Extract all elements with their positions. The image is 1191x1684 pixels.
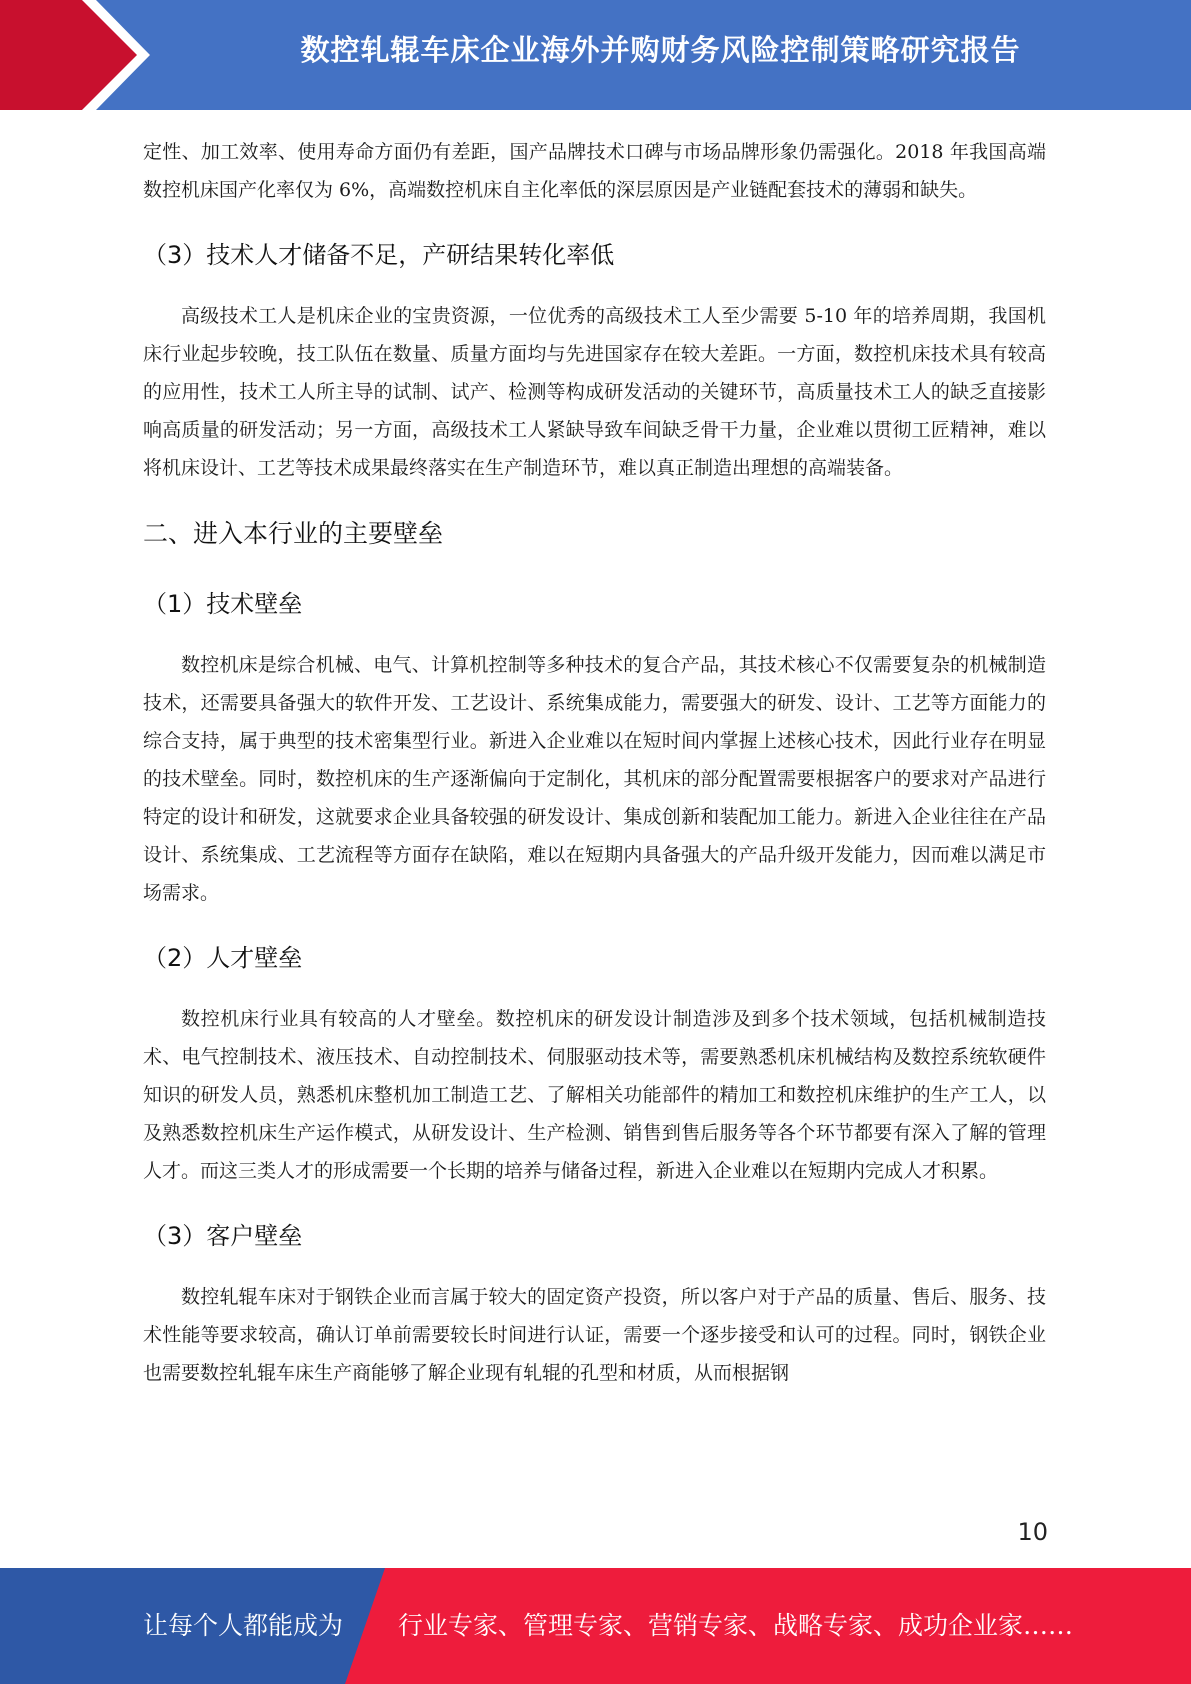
heading-talent-barrier: （2）人才壁垒 — [143, 944, 303, 972]
paragraph-talent-shortage: 高级技术工人是机床企业的宝贵资源，一位优秀的高级技术工人至少需要 5-10 年的培养周期，我国机床行业起步较晚，技工队伍在数量、质量方面均与先进国家存在较大差距。一方面，数控机床技术具有较高的应用性，技术工人所主导的试制、试产、检测等构成研发活动的关键环节，高质量技术工人的缺乏直接影响高质量的研发活动；另一方面，高级技术工人紧缺导致车间缺乏骨干力量，企业难以贯彻工匠精神，难以将机床设计、工艺等技术成果最终落实在生产制造环节，难以真正制造出理想的高端装备。 — [143, 305, 1046, 479]
heading-tech-barrier: （1）技术壁垒 — [143, 590, 303, 618]
section-heading-barriers: 二、进入本行业的主要壁垒 — [143, 519, 444, 548]
heading-customer-barrier: （3）客户壁垒 — [143, 1222, 303, 1250]
report-title: 数控轧辊车床企业海外并购财务风险控制策略研究报告 — [300, 33, 1021, 67]
paragraph-customer-barrier: 数控轧辊车床对于钢铁企业而言属于较大的固定资产投资，所以客户对于产品的质量、售后、服务、技术性能等要求较高，确认订单前需要较长时间进行认证，需要一个逐步接受和认可的过程。同时，钢铁企业也需要数控轧辊车床生产商能够了解企业现有轧辊的孔型和材质，从而根据钢 — [143, 1286, 1046, 1384]
paragraph-tech-barrier: 数控机床是综合机械、电气、计算机控制等多种技术的复合产品，其技术核心不仅需要复杂的机械制造技术，还需要具备强大的软件开发、工艺设计、系统集成能力，需要强大的研发、设计、工艺等方面能力的综合支持，属于典型的技术密集型行业。新进入企业难以在短时间内掌握上述核心技术，因此行业存在明显的技术壁垒。同时，数控机床的生产逐渐偏向于定制化，其机床的部分配置需要根据客户的要求对产品进行特定的设计和研发，这就要求企业具备较强的研发设计、集成创新和装配加工能力。新进入企业往往在产品设计、系统集成、工艺流程等方面存在缺陷，难以在短期内具备强大的产品升级开发能力，因而难以满足市场需求。 — [143, 654, 1046, 904]
footer-slogan-right: 行业专家、管理专家、营销专家、战略专家、成功企业家…… — [398, 1611, 1074, 1640]
page-content — [143, 133, 1046, 1392]
paragraph-talent-barrier: 数控机床行业具有较高的人才壁垒。数控机床的研发设计制造涉及到多个技术领域，包括机械制造技术、电气控制技术、液压技术、自动控制技术、伺服驱动技术等，需要熟悉机床机械结构及数控系统软硬件知识的研发人员，熟悉机床整机加工制造工艺、了解相关功能部件的精加工和数控机床维护的生产工人，以及熟悉数控机床生产运作模式，从研发设计、生产检测、销售到售后服务等各个环节都要有深入了解的管理人才。而这三类人才的形成需要一个长期的培养与储备过程，新进入企业难以在短期内完成人才积累。 — [143, 1008, 1046, 1182]
page-header — [0, 0, 1191, 110]
heading-talent-shortage: （3）技术人才储备不足，产研结果转化率低 — [143, 241, 615, 269]
page-footer — [0, 1568, 1191, 1684]
footer-slogan-left: 让每个人都能成为 — [143, 1611, 344, 1640]
page-number: 10 — [1017, 1518, 1048, 1546]
header-red-arrow — [0, 0, 150, 110]
paragraph-continued: 定性、加工效率、使用寿命方面仍有差距，国产品牌技术口碑与市场品牌形象仍需强化。2018 年我国高端数控机床国产化率仅为 6%，高端数控机床自主化率低的深层原因是产业链配套技术的薄弱和缺失。 — [143, 141, 1046, 201]
